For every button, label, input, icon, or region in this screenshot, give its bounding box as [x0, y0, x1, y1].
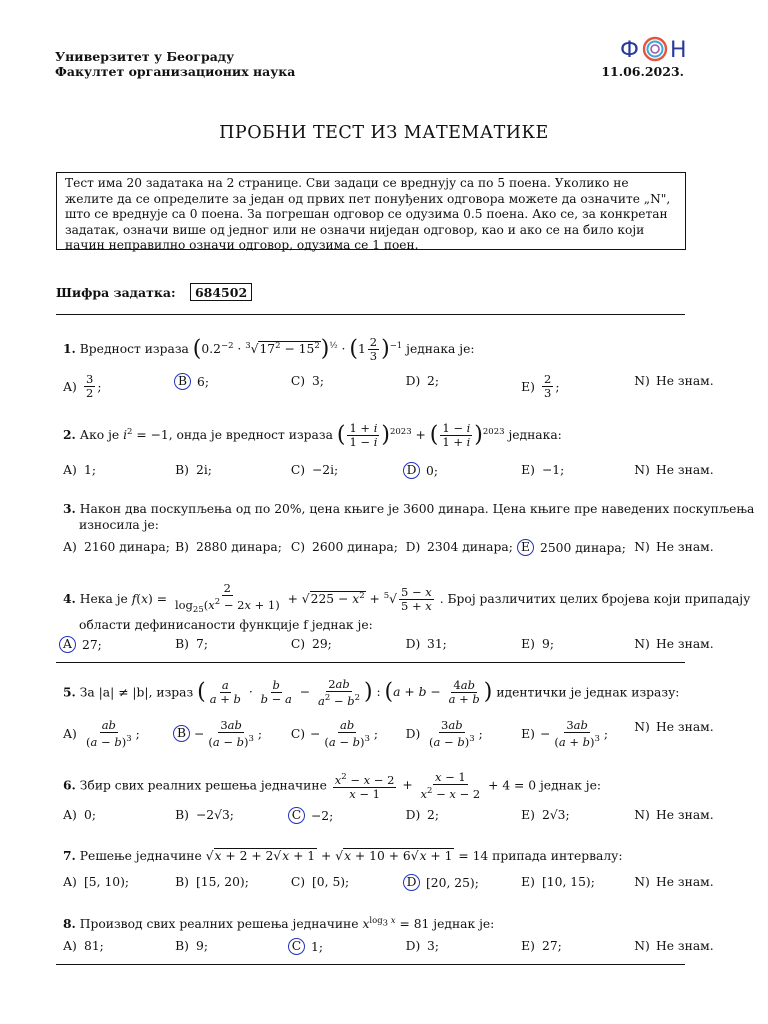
- option-c[interactable]: C) − $\frac{ab}{(a - b)^3}$ ;: [290, 718, 379, 749]
- divider: [56, 314, 685, 315]
- option-d[interactable]: D) 2304 динара;: [405, 540, 513, 554]
- question-number: 6.: [63, 777, 76, 793]
- option-c[interactable]: C −2;: [288, 807, 333, 824]
- question-number: 5.: [63, 684, 76, 700]
- task-code-row: [56, 283, 252, 301]
- option-a[interactable]: A 27;: [59, 636, 102, 653]
- selected-answer-circle: E: [517, 539, 534, 556]
- options-q6: [0, 807, 768, 831]
- option-b[interactable]: B) 2i;: [175, 463, 212, 477]
- option-e[interactable]: E 2500 динара;: [517, 539, 626, 556]
- svg-text:Н: Н: [670, 38, 687, 63]
- options-q5: [0, 718, 768, 749]
- question-text: Решење једначине: [79, 849, 202, 863]
- question-5: [63, 678, 679, 708]
- question-formula: ( $\frac{a}{a + b}$ · $\frac{b}{b - a}$ − $\frac{2ab}{a^2 - b^2}$ ) : (a + b − $\frac{4ab}{a + b}$ ): [197, 677, 493, 708]
- option-n[interactable]: N) Не знам.: [634, 808, 714, 822]
- option-d[interactable]: D) 3;: [405, 939, 439, 953]
- option-e[interactable]: E) 9;: [521, 637, 554, 651]
- selected-answer-circle: A: [59, 636, 76, 653]
- question-formula-2: ( $\frac{1 + i}{1 - i}$ )$^{2023}$ + ( $\frac{1 - i}{1 + i}$ )$^{2023}$: [336, 421, 505, 449]
- option-b[interactable]: B) 9;: [175, 939, 208, 953]
- question-formula: $x^{log_3 x}$: [362, 916, 396, 932]
- options-q3: [0, 539, 768, 563]
- task-code-value: 684502: [190, 283, 252, 301]
- question-1: [63, 336, 475, 363]
- option-e[interactable]: E) 2√3;: [521, 808, 570, 822]
- question-formula: $(0.2^{-2} \cdot ^3√17^2 - 15^2)^{\frac{1}{2}} \cdot (1$ $\frac{2}{3}$ )$^{-1}$: [192, 335, 403, 363]
- question-text-line2: износила је:: [79, 518, 159, 532]
- option-a[interactable]: A) 2160 динара;: [63, 540, 170, 554]
- option-b[interactable]: B) −2√3;: [175, 808, 234, 822]
- university-name: Универзитет у Београду: [55, 49, 235, 64]
- question-text: Нека је: [79, 592, 128, 607]
- option-d[interactable]: D) $\frac{3ab}{(a - b)^3}$ ;: [405, 718, 483, 749]
- question-text-end: једнака:: [508, 428, 562, 442]
- selected-answer-circle: B: [173, 725, 190, 742]
- selected-answer-circle: C: [288, 938, 305, 955]
- option-c[interactable]: C) [0, 5);: [290, 875, 350, 889]
- option-d[interactable]: D) 31;: [405, 637, 447, 651]
- question-text: За |a| ≠ |b|, израз: [79, 685, 194, 700]
- option-n[interactable]: N) Не знам.: [634, 374, 714, 388]
- option-d[interactable]: D) 2;: [405, 374, 439, 388]
- option-e[interactable]: E) $\frac{2}{3}$ ;: [521, 372, 560, 400]
- selected-answer-circle: B: [174, 373, 191, 390]
- institution-header: [55, 49, 295, 79]
- question-text-line2: области дефинисаности функције f једнак је:: [79, 618, 373, 633]
- question-text-end: = 14 припада интервалу:: [458, 849, 623, 863]
- option-n[interactable]: N) Не знам.: [634, 637, 714, 651]
- option-e[interactable]: E) −1;: [521, 463, 565, 477]
- instructions-text: Тест има 20 задатака на 2 странице. Сви задаци се вреднују са по 5 поена. Уколико не желите да се определите за један од првих пет понуђених одговора можете да означите „N", што се вреднује са 0 поена. За погрешан одговор се одузима 0.5 поена. Ако се, за конкретан задатак, означи више од једног или не означи ниједан одговор, као и ако се на било који начин неправилно означи одговор, одузима се 1 поен.: [65, 176, 671, 252]
- option-n[interactable]: N) Не знам.: [634, 720, 714, 734]
- option-a[interactable]: A) [5, 10);: [63, 875, 130, 889]
- option-e[interactable]: E) 27;: [521, 939, 562, 953]
- question-text-end: идентички је једнак изразу:: [496, 685, 680, 700]
- selected-answer-circle: D: [403, 874, 420, 891]
- question-number: 4.: [63, 591, 76, 607]
- question-formula: √x + 2 + 2√x + 1 + √x + 10 + 6√x + 1: [205, 849, 453, 863]
- option-a[interactable]: A) 0;: [63, 808, 96, 822]
- fon-logo: [620, 34, 690, 64]
- option-d[interactable]: D [20, 25);: [403, 874, 479, 891]
- option-b[interactable]: B) [15, 20);: [175, 875, 249, 889]
- question-3: [63, 501, 754, 533]
- question-text: Збир свих реалних решења једначине: [79, 778, 327, 793]
- option-d[interactable]: D) 2;: [405, 808, 439, 822]
- option-n[interactable]: N) Не знам.: [634, 875, 714, 889]
- options-q2: [0, 462, 768, 486]
- option-n[interactable]: N) Не знам.: [634, 540, 714, 554]
- option-d[interactable]: D 0;: [403, 462, 438, 479]
- option-c[interactable]: C) 3;: [290, 374, 324, 388]
- faculty-name: Факултет организационих наука: [55, 64, 296, 79]
- option-n[interactable]: N) Не знам.: [634, 939, 714, 953]
- question-text: Ако је: [79, 428, 120, 442]
- options-q4: [0, 636, 768, 660]
- question-text-mid: , онда је вредност израза: [168, 428, 333, 442]
- question-text: Након два поскупљења од по 20%, цена књиге је 3600 динара. Цена књиге пре наведених поскупљења: [79, 502, 755, 516]
- question-text-mid: . Број различитих целих бројева који припадају: [439, 592, 751, 607]
- question-formula: $i^2 = -1$: [123, 426, 169, 442]
- divider: [56, 964, 685, 965]
- question-8: [63, 913, 494, 932]
- exam-date: 11.06.2023.: [601, 64, 684, 79]
- option-n[interactable]: N) Не знам.: [634, 463, 714, 477]
- option-e[interactable]: E) − $\frac{3ab}{(a + b)^3}$ ;: [521, 718, 609, 749]
- option-a[interactable]: A) 81;: [63, 939, 104, 953]
- options-q8: [0, 938, 768, 962]
- question-4: [63, 582, 750, 633]
- question-6: [63, 771, 601, 801]
- option-a[interactable]: A) $\frac{3}{2}$ ;: [63, 372, 102, 400]
- question-text-end: + 4 = 0 једнак је:: [488, 778, 602, 793]
- option-c[interactable]: C) 29;: [290, 637, 332, 651]
- option-a[interactable]: A) $\frac{ab}{(a - b)^3}$ ;: [63, 718, 140, 749]
- question-number: 7.: [63, 848, 76, 863]
- question-formula: $\frac{x^2 - x - 2}{x - 1}$ + $\frac{x - 1}{x^2 - x - 2}$: [334, 770, 481, 801]
- option-e[interactable]: E) [10, 15);: [521, 875, 595, 889]
- task-code-label: Шифра задатка:: [56, 285, 176, 300]
- option-c[interactable]: C) 2600 динара;: [290, 540, 398, 554]
- question-text-end: = 81 једнак је:: [399, 917, 495, 932]
- option-b[interactable]: B) 2880 динара;: [175, 540, 282, 554]
- options-q1: [0, 372, 768, 400]
- question-text: Вредност израза: [79, 342, 189, 356]
- svg-text:Ф: Ф: [620, 38, 639, 63]
- option-b[interactable]: B − $\frac{3ab}{(a - b)^3}$ ;: [173, 719, 262, 749]
- option-b[interactable]: B 6;: [174, 373, 209, 390]
- selected-answer-circle: C: [288, 807, 305, 824]
- options-q7: [0, 874, 768, 898]
- page-title: ПРОБНИ ТЕСТ ИЗ МАТЕМАТИКЕ: [219, 123, 549, 143]
- option-c[interactable]: C 1;: [288, 938, 323, 955]
- selected-answer-circle: D: [403, 462, 420, 479]
- divider: [56, 662, 685, 663]
- option-b[interactable]: B) 7;: [175, 637, 208, 651]
- question-2: [63, 422, 562, 449]
- question-formula: f(x) = $\frac{2}{\log_{25}(x^2 - 2x + 1)}$ + $√225 - x^2 + ^5√$ $\frac{5 - x}{5 + x}$: [131, 581, 432, 616]
- question-number: 1.: [63, 341, 76, 356]
- instructions-box: [56, 172, 686, 250]
- question-text-end: једнака је:: [406, 342, 475, 356]
- question-number: 2.: [63, 427, 76, 442]
- option-a[interactable]: A) 1;: [63, 463, 96, 477]
- question-text: Производ свих реалних решења једначине: [79, 917, 359, 932]
- question-number: 3.: [63, 501, 76, 516]
- question-7: [63, 848, 623, 864]
- option-c[interactable]: C) −2i;: [290, 463, 339, 477]
- question-number: 8.: [63, 916, 76, 932]
